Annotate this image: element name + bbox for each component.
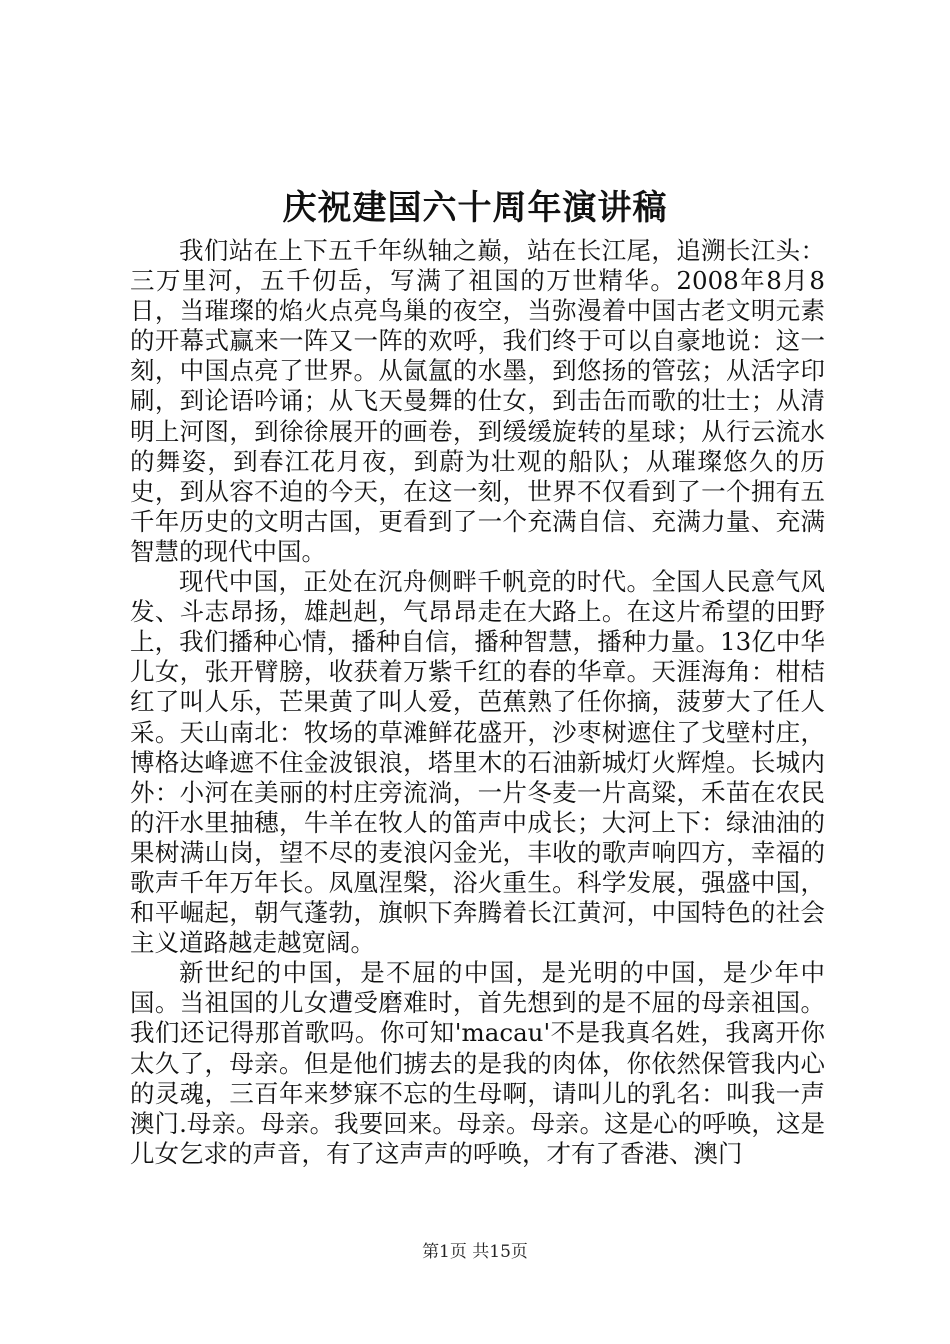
page-footer: 第1页 共15页 bbox=[422, 1242, 528, 1262]
document-body bbox=[130, 236, 825, 1169]
paragraph-1: 我们站在上下五千年纵轴之巅，站在长江尾，追溯长江头：三万里河，五千仞岳，写满了祖国的万世精华。2008年8月8日，当璀璨的焰火点亮鸟巢的夜空，当弥漫着中国古老文明元素的开幕式赢来一阵又一阵的欢呼，我们终于可以自豪地说：这一刻，中国点亮了世界。从氤氲的水墨，到悠扬的管弦；从活字印刷，到论语吟诵；从飞天曼舞的仕女，到击缶而歌的壮士；从清明上河图，到徐徐展开的画卷，到缓缓旋转的星球；从行云流水的舞姿，到春江花月夜，到蔚为壮观的船队；从璀璨悠久的历史，到从容不迫的今天，在这一刻，世界不仅看到了一个拥有五千年历史的文明古国，更看到了一个充满自信、充满力量、充满智慧的现代中国。 bbox=[130, 236, 825, 566]
paragraph-2: 现代中国，正处在沉舟侧畔千帆竞的时代。全国人民意气风发、斗志昂扬，雄赳赳，气昂昂走在大路上。在这片希望的田野上，我们播种心情，播种自信，播种智慧，播种力量。13亿中华儿女，张开臂膀，收获着万紫千红的春的华章。天涯海角：柑桔红了叫人乐，芒果黄了叫人爱，芭蕉熟了任你摘，菠萝大了任人采。天山南北：牧场的草滩鲜花盛开，沙枣树遮住了戈壁村庄，博格达峰遮不住金波银浪，塔里木的石油新城灯火辉煌。长城内外：小河在美丽的村庄旁流淌，一片冬麦一片高粱，禾苗在农民的汗水里抽穗，牛羊在牧人的笛声中成长；大河上下：绿油油的果树满山岗，望不尽的麦浪闪金光，丰收的歌声响四方，幸福的歌声千年万年长。凤凰涅槃，浴火重生。科学发展，强盛中国，和平崛起，朝气蓬勃，旗帜下奔腾着长江黄河，中国特色的社会主义道路越走越宽阔。 bbox=[130, 567, 825, 958]
document-title: 庆祝建国六十周年演讲稿 bbox=[282, 188, 668, 228]
paragraph-3: 新世纪的中国，是不屈的中国，是光明的中国，是少年中国。当祖国的儿女遭受磨难时，首先想到的是不屈的母亲祖国。我们还记得那首歌吗。你可知'macau'不是我真名姓，我离开你太久了，母亲。但是他们掳去的是我的肉体，你依然保管我内心的灵魂，三百年来梦寐不忘的生母啊，请叫儿的乳名：叫我一声澳门.母亲。母亲。我要回来。母亲。母亲。这是心的呼唤，这是儿女乞求的声音，有了这声声的呼唤，才有了香港、澳门 bbox=[130, 958, 825, 1168]
